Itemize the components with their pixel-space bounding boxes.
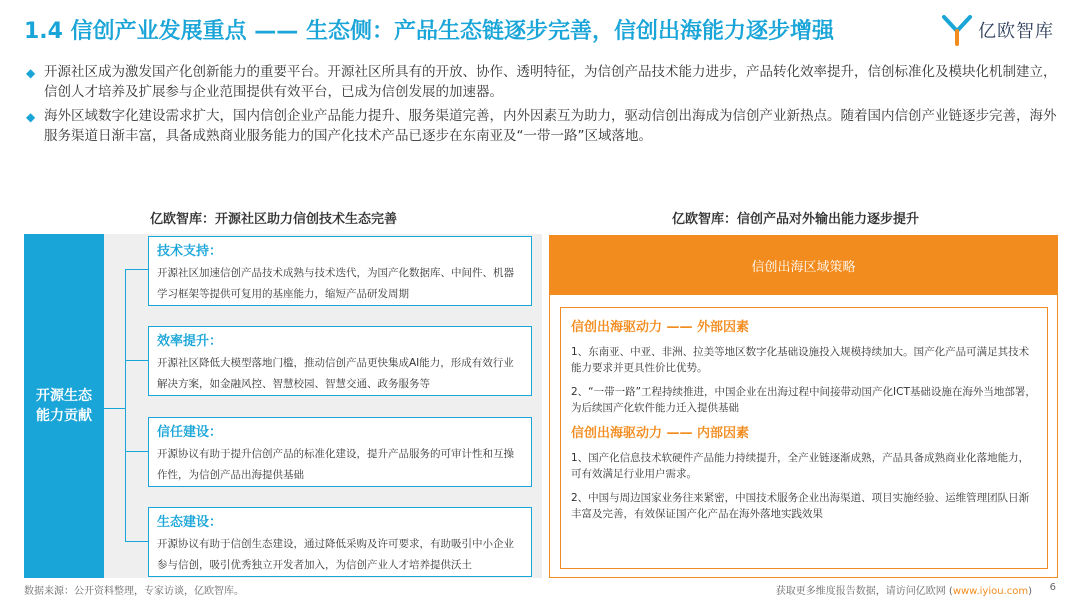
internal-factor-item: 1、国产化信息技术软硬件产品能力持续提升，全产业链逐渐成熟，产品具备成熟商业化落地能力，可有效满足行业用户需求。	[571, 452, 1030, 480]
card-title: 生态建设：	[157, 515, 223, 530]
page-title: 1.4 信创产业发展重点 —— 生态侧：产品生态链逐步完善，信创出海能力逐步增强	[24, 19, 834, 44]
card-text: 开源社区加速信创产品技术成熟与技术迭代，为国产化数据库、中间件、机器学习框架等提供可复用的基座能力，缩短产品研发周期	[157, 267, 514, 300]
bullet-text: 海外区域数字化建设需求扩大，国内信创企业产品能力提升、服务渠道完善，内外因素互为助力，驱动信创出海成为信创产业新热点。随着国内信创产业链逐步完善，海外服务渠道日渐丰富，具备成熟商业服务能力的国产化技术产品已逐步在东南亚及“一带一路”区域落地。	[44, 108, 1057, 144]
side-label-text: 开源生态 能力贡献	[36, 388, 92, 424]
card-text: 开源协议有助于信创生态建设，通过降低采购及许可要求，有助吸引中小企业参与信创，吸引优秀独立开发者加入，为信创产业人才培养提供沃土	[157, 538, 514, 571]
card-efficiency	[148, 326, 532, 396]
card-trust	[148, 417, 532, 487]
card-tech-support	[148, 236, 532, 306]
bullet-text: 开源社区成为激发国产化创新能力的重要平台。开源社区所具有的开放、协作、透明特征，为信创产品技术能力进步，产品转化效率提升，信创标准化及模块化机制建立，信创人才培养及扩展参与企业范围提供有效平台，已成为信创发展的加速器。	[44, 64, 1057, 100]
external-factor-item: 2、“一带一路”工程持续推进，中国企业在出海过程中间接带动国产化ICT基础设施在海外当地部署，为后续国产化软件能力迁入提供基础	[571, 386, 1036, 414]
card-text: 开源协议有助于提升信创产品的标准化建设，提升产品服务的可审计性和互操作性，为信创产品出海提供基础	[157, 448, 514, 481]
card-text: 开源社区降低大模型落地门槛，推动信创产品更快集成AI能力，形成有效行业解决方案，如金融风控、智慧校园、智慧交通、政务服务等	[157, 357, 514, 390]
connector-line	[104, 408, 125, 409]
logo-text: 亿欧智库	[978, 21, 1054, 42]
internal-factor-item: 2、中国与周边国家业务往来紧密，中国技术服务企业出海渠道、项目实施经验、运维管理团队日渐丰富及完善，有效保证国产化产品在海外落地实践效果	[571, 492, 1030, 520]
connector-line	[125, 269, 148, 270]
right-section-title: 亿欧智库：信创产品对外输出能力逐步提升	[672, 212, 920, 227]
yiou-logo-icon	[940, 13, 974, 47]
page-number: 6	[1049, 582, 1056, 593]
cta-prefix: 获取更多维度报告数据，请访问亿欧网 (	[775, 586, 953, 597]
side-label	[24, 234, 104, 578]
connector-line	[125, 451, 148, 452]
bullet-item	[26, 62, 1066, 102]
external-factors-title: 信创出海驱动力 —— 外部因素	[571, 320, 750, 335]
card-title: 信任建设：	[157, 425, 223, 440]
connector-line	[125, 269, 126, 541]
bullet-item	[26, 106, 1066, 146]
diamond-bullet-icon: ◆	[26, 66, 36, 80]
right-panel-header: 信创出海区域策略	[549, 235, 1058, 295]
left-section-title: 亿欧智库：开源社区助力信创技术生态完善	[150, 212, 398, 227]
cta-suffix: )	[1028, 586, 1032, 597]
connector-line	[125, 360, 148, 361]
card-ecosystem	[148, 507, 532, 577]
footer-cta	[776, 582, 1032, 597]
card-title: 技术支持：	[157, 244, 223, 259]
internal-factors-title: 信创出海驱动力 —— 内部因素	[571, 426, 750, 441]
connector-line	[125, 541, 148, 542]
diamond-bullet-icon: ◆	[26, 110, 36, 124]
brand-logo	[940, 12, 1060, 48]
external-factor-item: 1、东南亚、中亚、非洲、拉美等地区数字化基础设施投入规模持续加大。国产化产品可满足其技术能力要求并更具性价比优势。	[571, 346, 1030, 374]
intro-bullets	[26, 62, 1066, 150]
website-link[interactable]: www.iyiou.com	[952, 586, 1029, 597]
drivers-box	[560, 307, 1048, 569]
card-title: 效率提升：	[157, 334, 223, 349]
data-source: 数据来源：公开资料整理，专家访谈，亿欧智库。	[24, 586, 244, 597]
